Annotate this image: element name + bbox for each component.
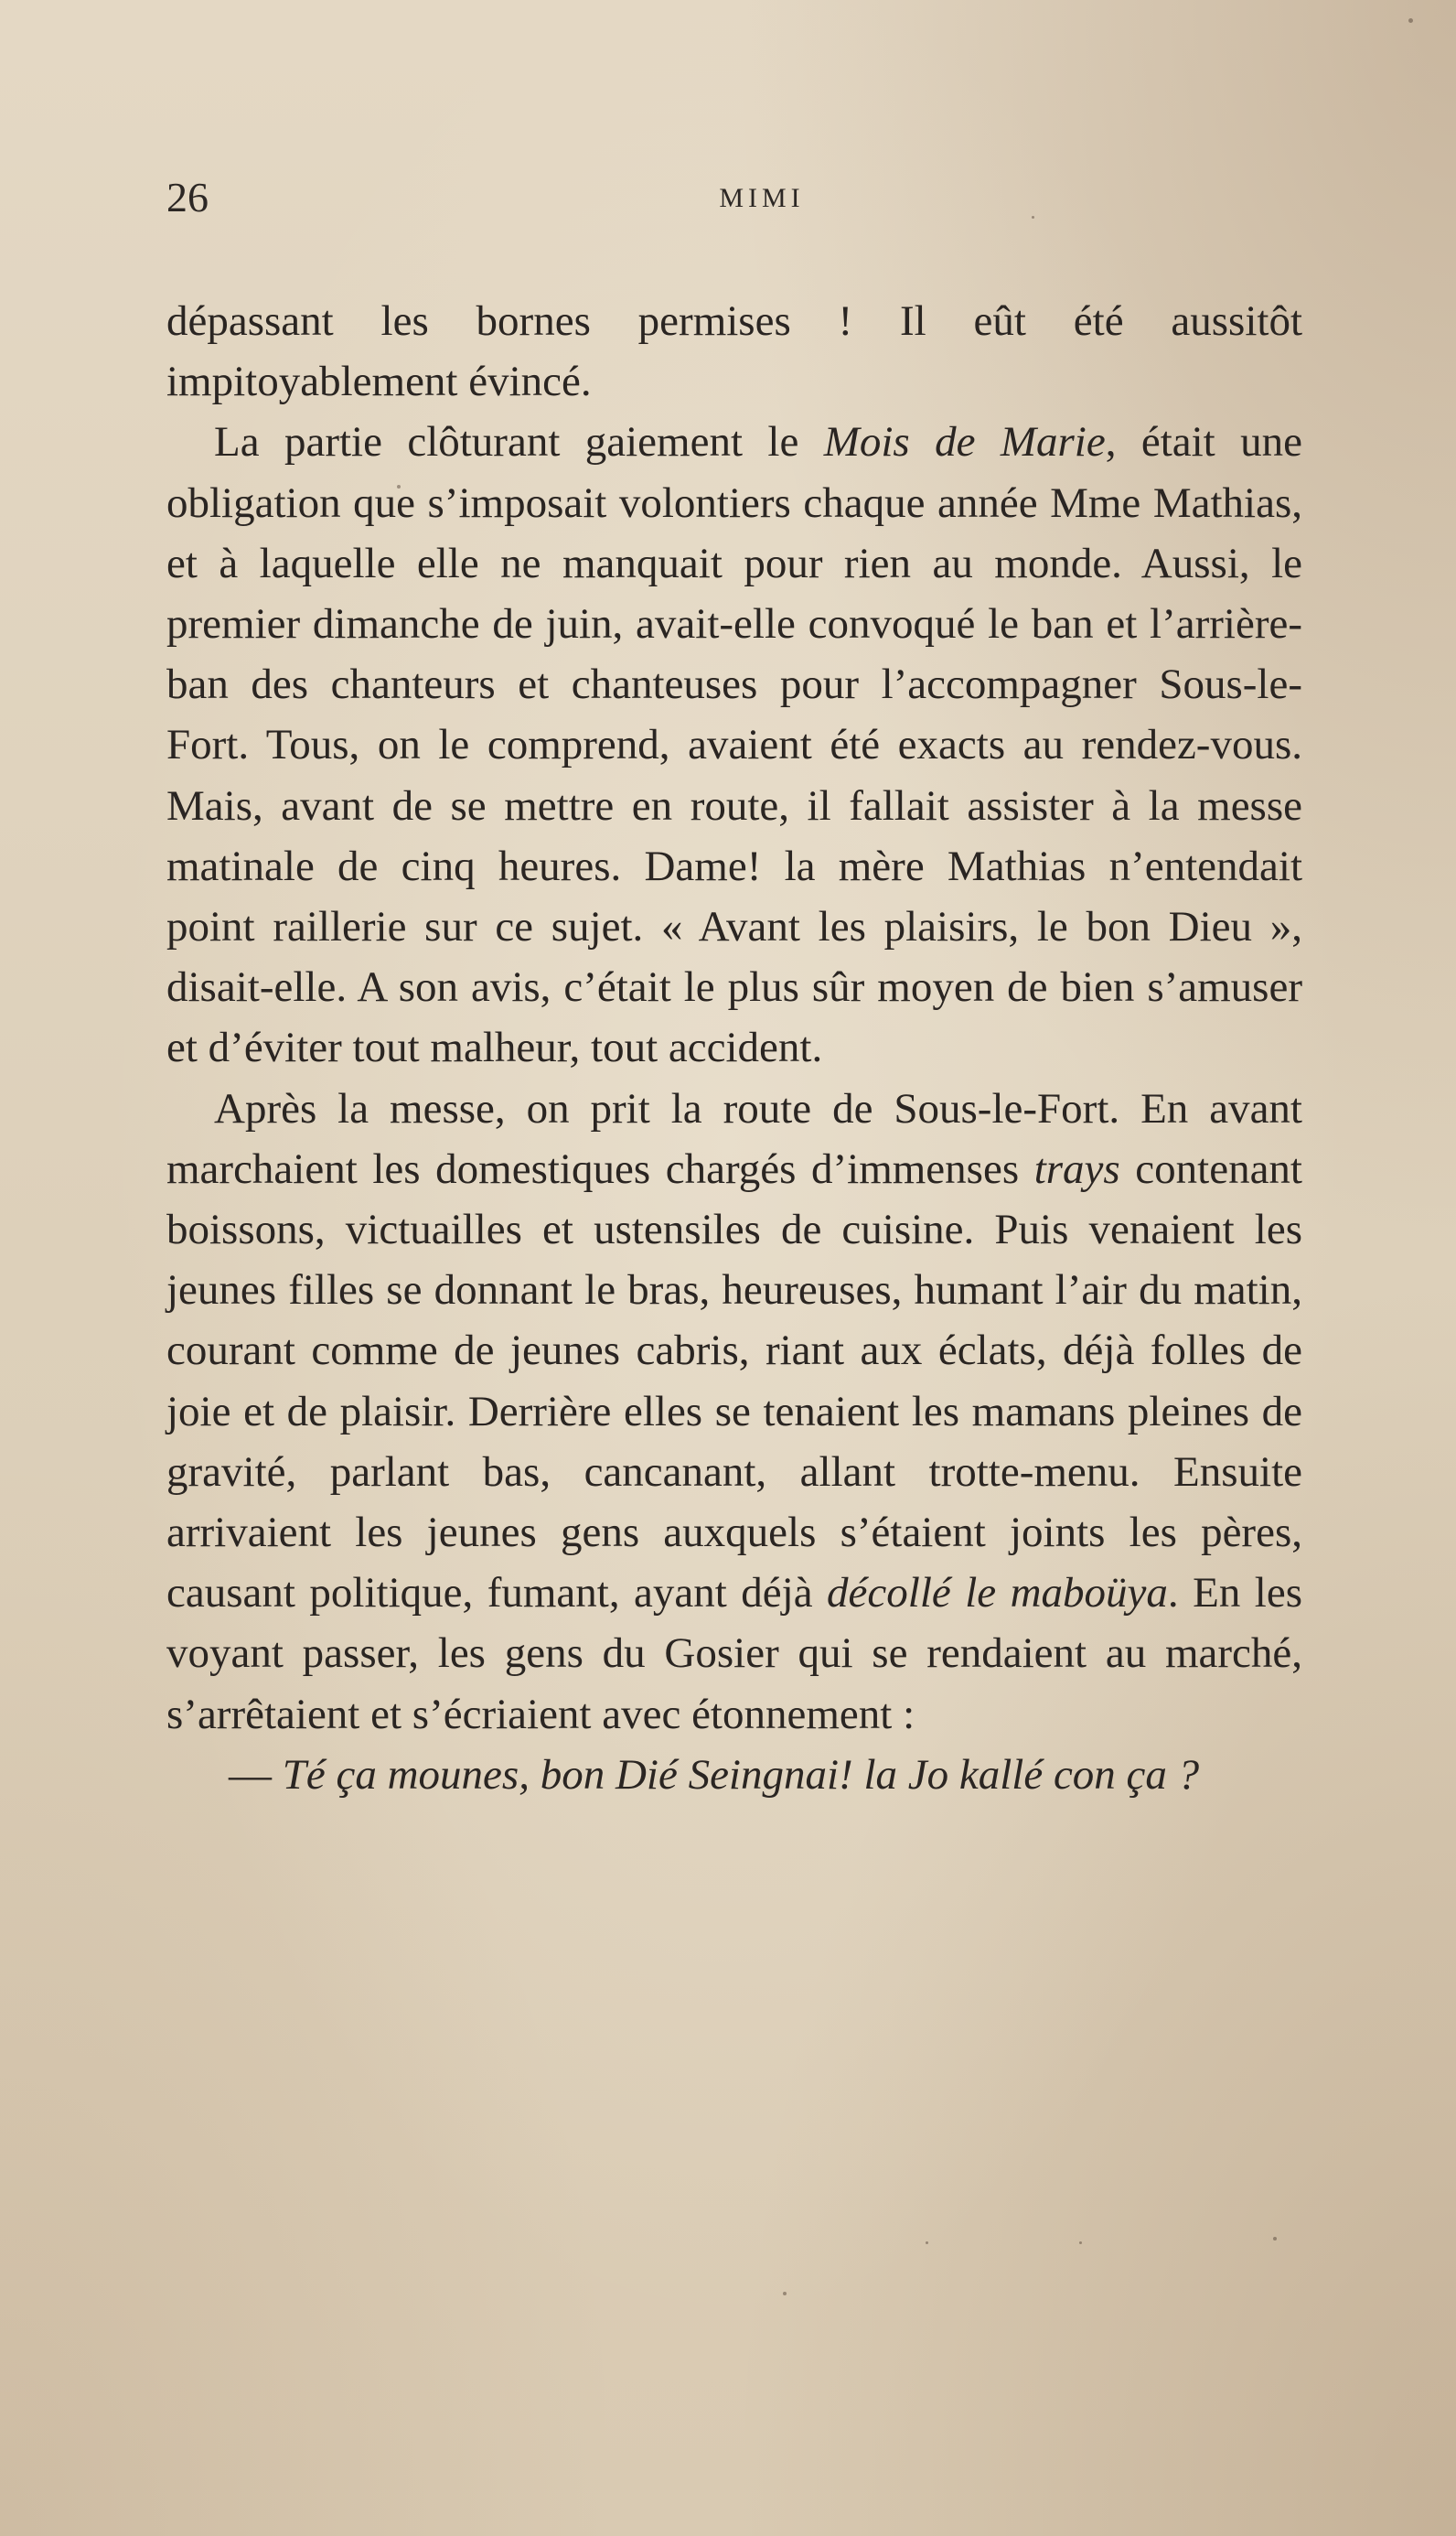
running-title: MIMI: [719, 183, 805, 213]
paragraph-procession: [166, 1079, 1302, 1745]
paper-speck: [926, 2241, 928, 2244]
paper-speck: [1408, 18, 1413, 23]
paragraph-mois-de-marie: [166, 412, 1302, 1078]
dialogue-line: [166, 1745, 1302, 1805]
paragraph-text: , était une obligation que s’imposait volontiers chaque année Mme Mathias, et à laquelle elle ne manquait pour rien au monde. Aussi, le premier dimanche de juin, avait-elle convoqué le ban et l’arrière-ban des chanteurs et chanteuses pour l’accompagner Sous-le-Fort. Tous, on le comprend, avaient été exacts au rendez-vous. Mais, avant de se mettre en route, il fallait assister à la messe matinale de cinq heures. Dame! la mère Mathias n’entendait point raillerie sur ce sujet. « Avant les plaisirs, le bon Dieu », disait-elle. A son avis, c’était le plus sûr moyen de bien s’amuser et d’éviter tout malheur, tout accident.: [166, 418, 1302, 1072]
italic-term: trays: [1033, 1144, 1120, 1193]
dialogue-dash: —: [229, 1750, 283, 1799]
italic-phrase: décollé le maboüya: [827, 1569, 1168, 1617]
paper-speck: [1079, 2241, 1082, 2244]
body-text: [166, 291, 1302, 1805]
running-head: [166, 170, 1302, 225]
paper-speck: [1273, 2237, 1277, 2240]
paragraph-text: . En les voyant passer, les gens du Gosier qui se rendaient au marché, s’arrêtaient et s’écriaient avec étonnement :: [166, 1569, 1303, 1738]
page-number: 26: [166, 174, 209, 220]
paper-speck: [397, 485, 401, 489]
paragraph-text: dépassant les bornes permises ! Il eût été aussitôt impitoyablement évincé.: [166, 297, 1302, 406]
italic-title: Mois de Marie: [823, 418, 1106, 467]
paragraph-text: contenant boissons, victuailles et ustensiles de cuisine. Puis venaient les jeunes filles se donnant le bras, heureuses, humant l’air du matin, courant comme de jeunes cabris, riant aux éclats, déjà folles de joie et de plaisir. Derrière elles se tenaient les mamans pleines de gravité, parlant bas, cancanant, allant trotte-menu. Ensuite arrivaient les jeunes gens auxquels s’étaient joints les pères, causant politique, fumant, ayant déjà: [166, 1144, 1302, 1617]
dialogue-text: Té ça mounes, bon Dié Seingnai! la Jo kallé con ça ?: [282, 1750, 1200, 1799]
paper-speck: [1032, 216, 1034, 219]
paper-speck: [783, 2292, 787, 2295]
paragraph-text: Après la messe, on prit la route de Sous-le-Fort. En avant marchaient les domestiques chargés d’immenses: [166, 1084, 1302, 1193]
paragraph-text: La partie clôturant gaiement le: [214, 418, 824, 467]
paragraph-continuation: [166, 291, 1302, 412]
